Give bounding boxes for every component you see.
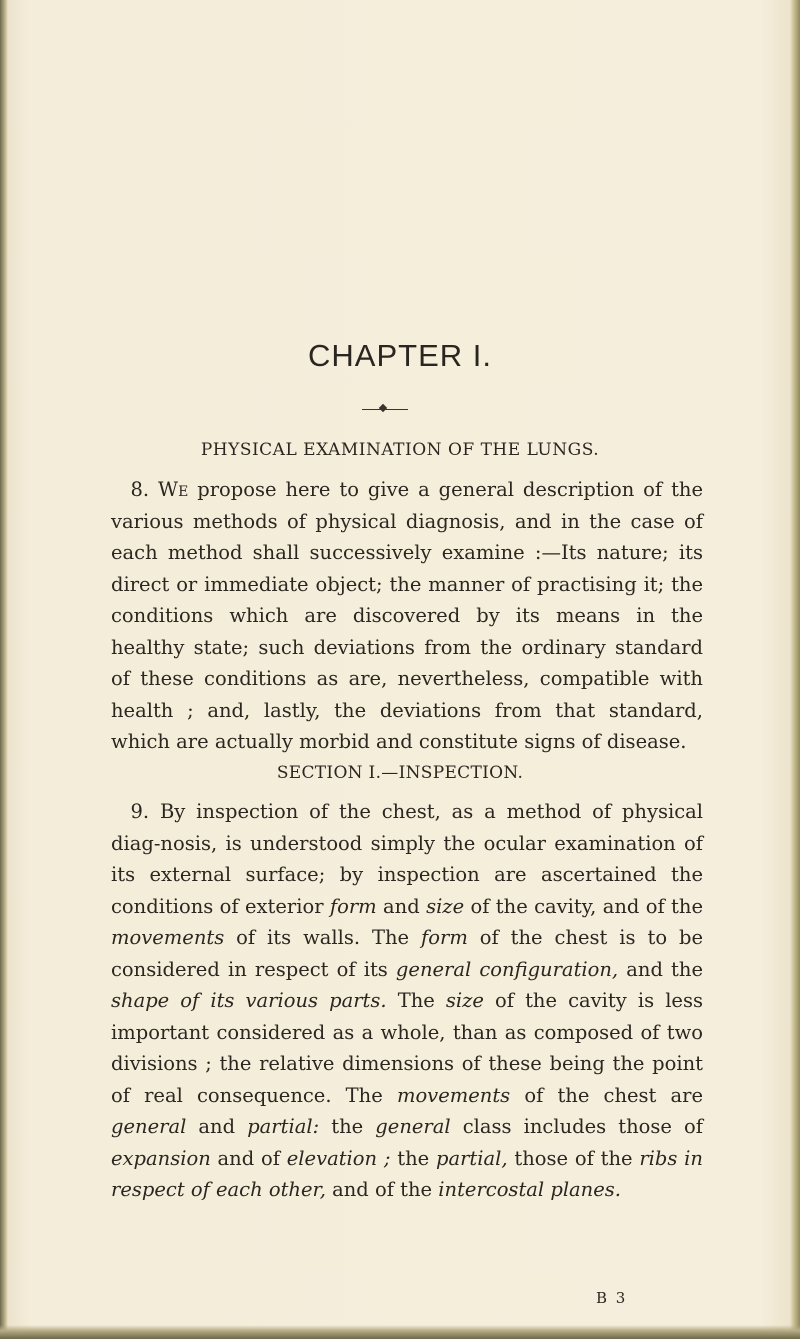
italic-term: movements bbox=[396, 1083, 511, 1107]
text-run: of the cavity, and of the bbox=[470, 894, 703, 918]
italic-term: shape of its various parts. bbox=[111, 989, 387, 1012]
text-run: and bbox=[383, 894, 420, 918]
page-binding-right bbox=[790, 0, 800, 1339]
page-binding-left bbox=[0, 0, 8, 1339]
paragraph-lead-word: We bbox=[158, 478, 189, 501]
page-bottom-edge bbox=[0, 1325, 800, 1339]
text-run: the bbox=[331, 1115, 364, 1138]
italic-term: form bbox=[421, 926, 468, 949]
text-run: those of the bbox=[514, 1146, 633, 1170]
text-run: The bbox=[397, 989, 435, 1012]
paragraph-9 bbox=[111, 796, 703, 1206]
text-run: of the chest is to be considered in respect of its bbox=[111, 926, 704, 981]
signature-mark: B 3 bbox=[596, 1289, 628, 1307]
text-run: and of bbox=[217, 1146, 280, 1170]
text-run: the bbox=[397, 1146, 430, 1170]
text-run: By inspection of the chest, as a method of physical diag-nosis, is understood simply the ocular examination of its external surface; by inspection are ascertained the conditions of exterior bbox=[111, 800, 704, 918]
italic-term: intercostal planes. bbox=[438, 1178, 621, 1201]
italic-term: partial, bbox=[436, 1146, 508, 1170]
italic-term: form bbox=[329, 894, 377, 918]
italic-term: movements bbox=[111, 926, 225, 949]
italic-term: expansion bbox=[111, 1146, 211, 1170]
paragraph-number: 8. bbox=[130, 478, 150, 501]
text-run: of the chest are bbox=[524, 1083, 704, 1107]
text-run: and bbox=[198, 1115, 236, 1138]
text-run: class includes those of bbox=[462, 1115, 704, 1138]
italic-term: size bbox=[426, 894, 465, 918]
text-run: of its walls. The bbox=[236, 926, 410, 949]
text-run: of the cavity is less important considered as a whole, than as composed of two divisions ; the relative dimensions of these being the point of real consequence. The bbox=[111, 989, 703, 1107]
chapter-title: PHYSICAL EXAMINATION OF THE LUNGS. bbox=[200, 440, 600, 460]
text-run: and of the bbox=[332, 1178, 433, 1201]
ornament-diamond bbox=[379, 404, 387, 412]
text-run: and the bbox=[626, 957, 703, 981]
paragraph-text: propose here to give a general description of the various methods of physical diagnosis, and in the case of each method shall successively examine :—Its nature; its direct or immediate object; the manner of practising it; the conditions which are discovered by its means in the healthy state; such deviations from the ordinary standard of these conditions as are, nevertheless, compatible with health ; and, lastly, the deviations from that standard, which are actually morbid and constitute signs of disease. bbox=[111, 478, 704, 753]
italic-term: elevation ; bbox=[286, 1146, 391, 1170]
italic-term: general configuration, bbox=[395, 957, 619, 981]
italic-term: general bbox=[375, 1115, 451, 1138]
italic-term: size bbox=[445, 989, 484, 1012]
paragraph-8 bbox=[111, 474, 703, 758]
paragraph-number: 9. bbox=[130, 800, 150, 823]
chapter-heading: CHAPTER I. bbox=[308, 338, 492, 373]
section-heading: SECTION I.—INSPECTION. bbox=[276, 763, 524, 783]
italic-term: general bbox=[111, 1115, 187, 1138]
italic-term: partial: bbox=[247, 1115, 320, 1138]
italic-term: ribs in respect of each other, bbox=[111, 1146, 703, 1201]
